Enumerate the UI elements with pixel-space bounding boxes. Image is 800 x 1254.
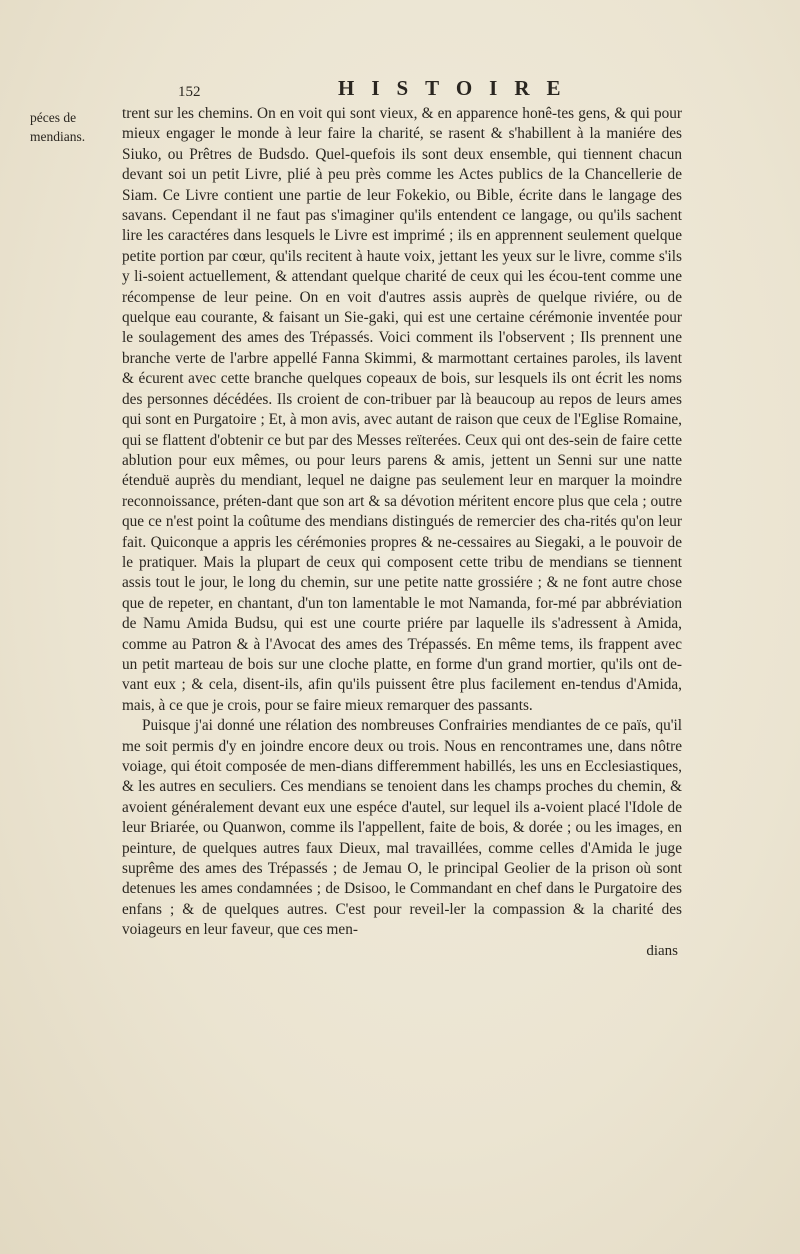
page-header: [178, 76, 730, 106]
page-number: 152: [178, 84, 201, 100]
paragraph-1: trent sur les chemins. On en voit qui sont vieux, & en apparence honê-tes gens, & qui pour mieux engager le monde à leur faire la charité, se rasent & s'habillent à la maniére des Siuko, ou Prêtres de Budsdo. Quel-quefois ils sont deux ensemble, qui tiennent chacun devant soi un petit Livre, plié à peu près comme les Actes publics de la Chancellerie de Siam. Ce Livre contient une partie de leur Fokekio, ou Bible, écrite dans le langage des savans. Cependant il ne faut pas s'imaginer qu'ils entendent ce langage, ou qu'ils sachent lire les caractéres dans lesquels le Livre est imprimé ; ils en apprennent seulement quelque petite portion par cœur, qu'ils recitent à haute voix, jettant les yeux sur le livre, comme s'ils y li-soient actuellement, & attendant quelque charité de ceux qui les écou-tent comme une récompense de leur peine. On en voit d'autres assis auprès de quelque riviére, ou de quelque eau courante, & faisant un Sie-gaki, qui est une certaine cérémonie inventée pour le soulagement des ames des Trépassés. Voici comment ils l'observent ; Ils prennent une branche verte de l'arbre appellé Fanna Skimmi, & marmottant certaines paroles, ils lavent & écurent avec cette branche quelques copeaux de bois, sur lesquels ils ont écrit les noms des personnes décédées. Ils croient de con-tribuer par là beaucoup au repos de leurs ames qui sont en Purgatoire ; Et, à mon avis, avec autant de raison que ceux de l'Eglise Romaine, qui se flattent d'obtenir ce but par des Messes reïterées. Ceux qui ont des-sein de faire cette ablution pour eux mêmes, ou pour leurs parens & amis, jettent un Senni sur une natte étenduë auprès du mendiant, lequel ne daigne pas seulement leur en marquer la moindre reconnoissance, préten-dant que son art & sa dévotion méritent encore plus que cela ; outre que ce n'est point la coûtume des mendians distingués de remercier des cha-rités qu'on leur fait. Quiconque a appris les cérémonies propres & ne-cessaires au Siegaki, a le pouvoir de le pratiquer. Mais la plupart de ceux qui composent cette tribu de mendians se tiennent assis tout le jour, le long du chemin, sur une petite natte grossiére ; & ne font autre chose que de repeter, en chantant, d'un ton lamentable le mot Namanda, for-mé par abbréviation de Namu Amida Budsu, qui est une courte priére par laquelle ils s'adressent à Amida, comme au Patron & à l'Avocat des ames des Trépassés. En même tems, ils frappent avec un petit marteau de bois sur une cloche platte, en forme d'un grand mortier, qu'ils ont de-vant eux ; & cela, disent-ils, afin qu'ils puissent être plus facilement en-tendus d'Amida, mais, à ce que je crois, pour se faire mieux remarquer des passants.: [122, 105, 682, 714]
body-text: [122, 104, 682, 941]
margin-note: péces de mendians.: [30, 110, 86, 144]
catchword: dians: [646, 943, 678, 959]
paragraph-2: Puisque j'ai donné une rélation des nombreuses Confrairies mendiantes de ce païs, qu'il me soit permis d'y en joindre encore deux ou trois. Nous en rencontrames une, dans nôtre voiage, qui étoit composée de men-dians differemment habillés, les uns en Ecclesiastiques, & les autres en seculiers. Ces mendians se tenoient dans les champs proches du chemin, & avoient généralement devant eux une espéce d'autel, sur lequel ils a-voient placé l'Idole de leur Briarée, ou Quanwon, comme ils l'appellent, faite de bois, & dorée ; ou les images, en peinture, de quelques autres faux Dieux, mal travaillées, comme celles d'Amida le juge suprême des ames des Trépassés ; de Jemau O, le principal Geolier de la prison où sont detenues les ames condamnées ; de Dsisoo, le Commandant en chef dans le Purgatoire des enfans ; & de quelques autres. C'est pour reveil-ler la compassion & la charité des voiageurs en leur faveur, que ces men-: [122, 717, 682, 939]
running-title: HISTOIRE: [338, 76, 578, 100]
